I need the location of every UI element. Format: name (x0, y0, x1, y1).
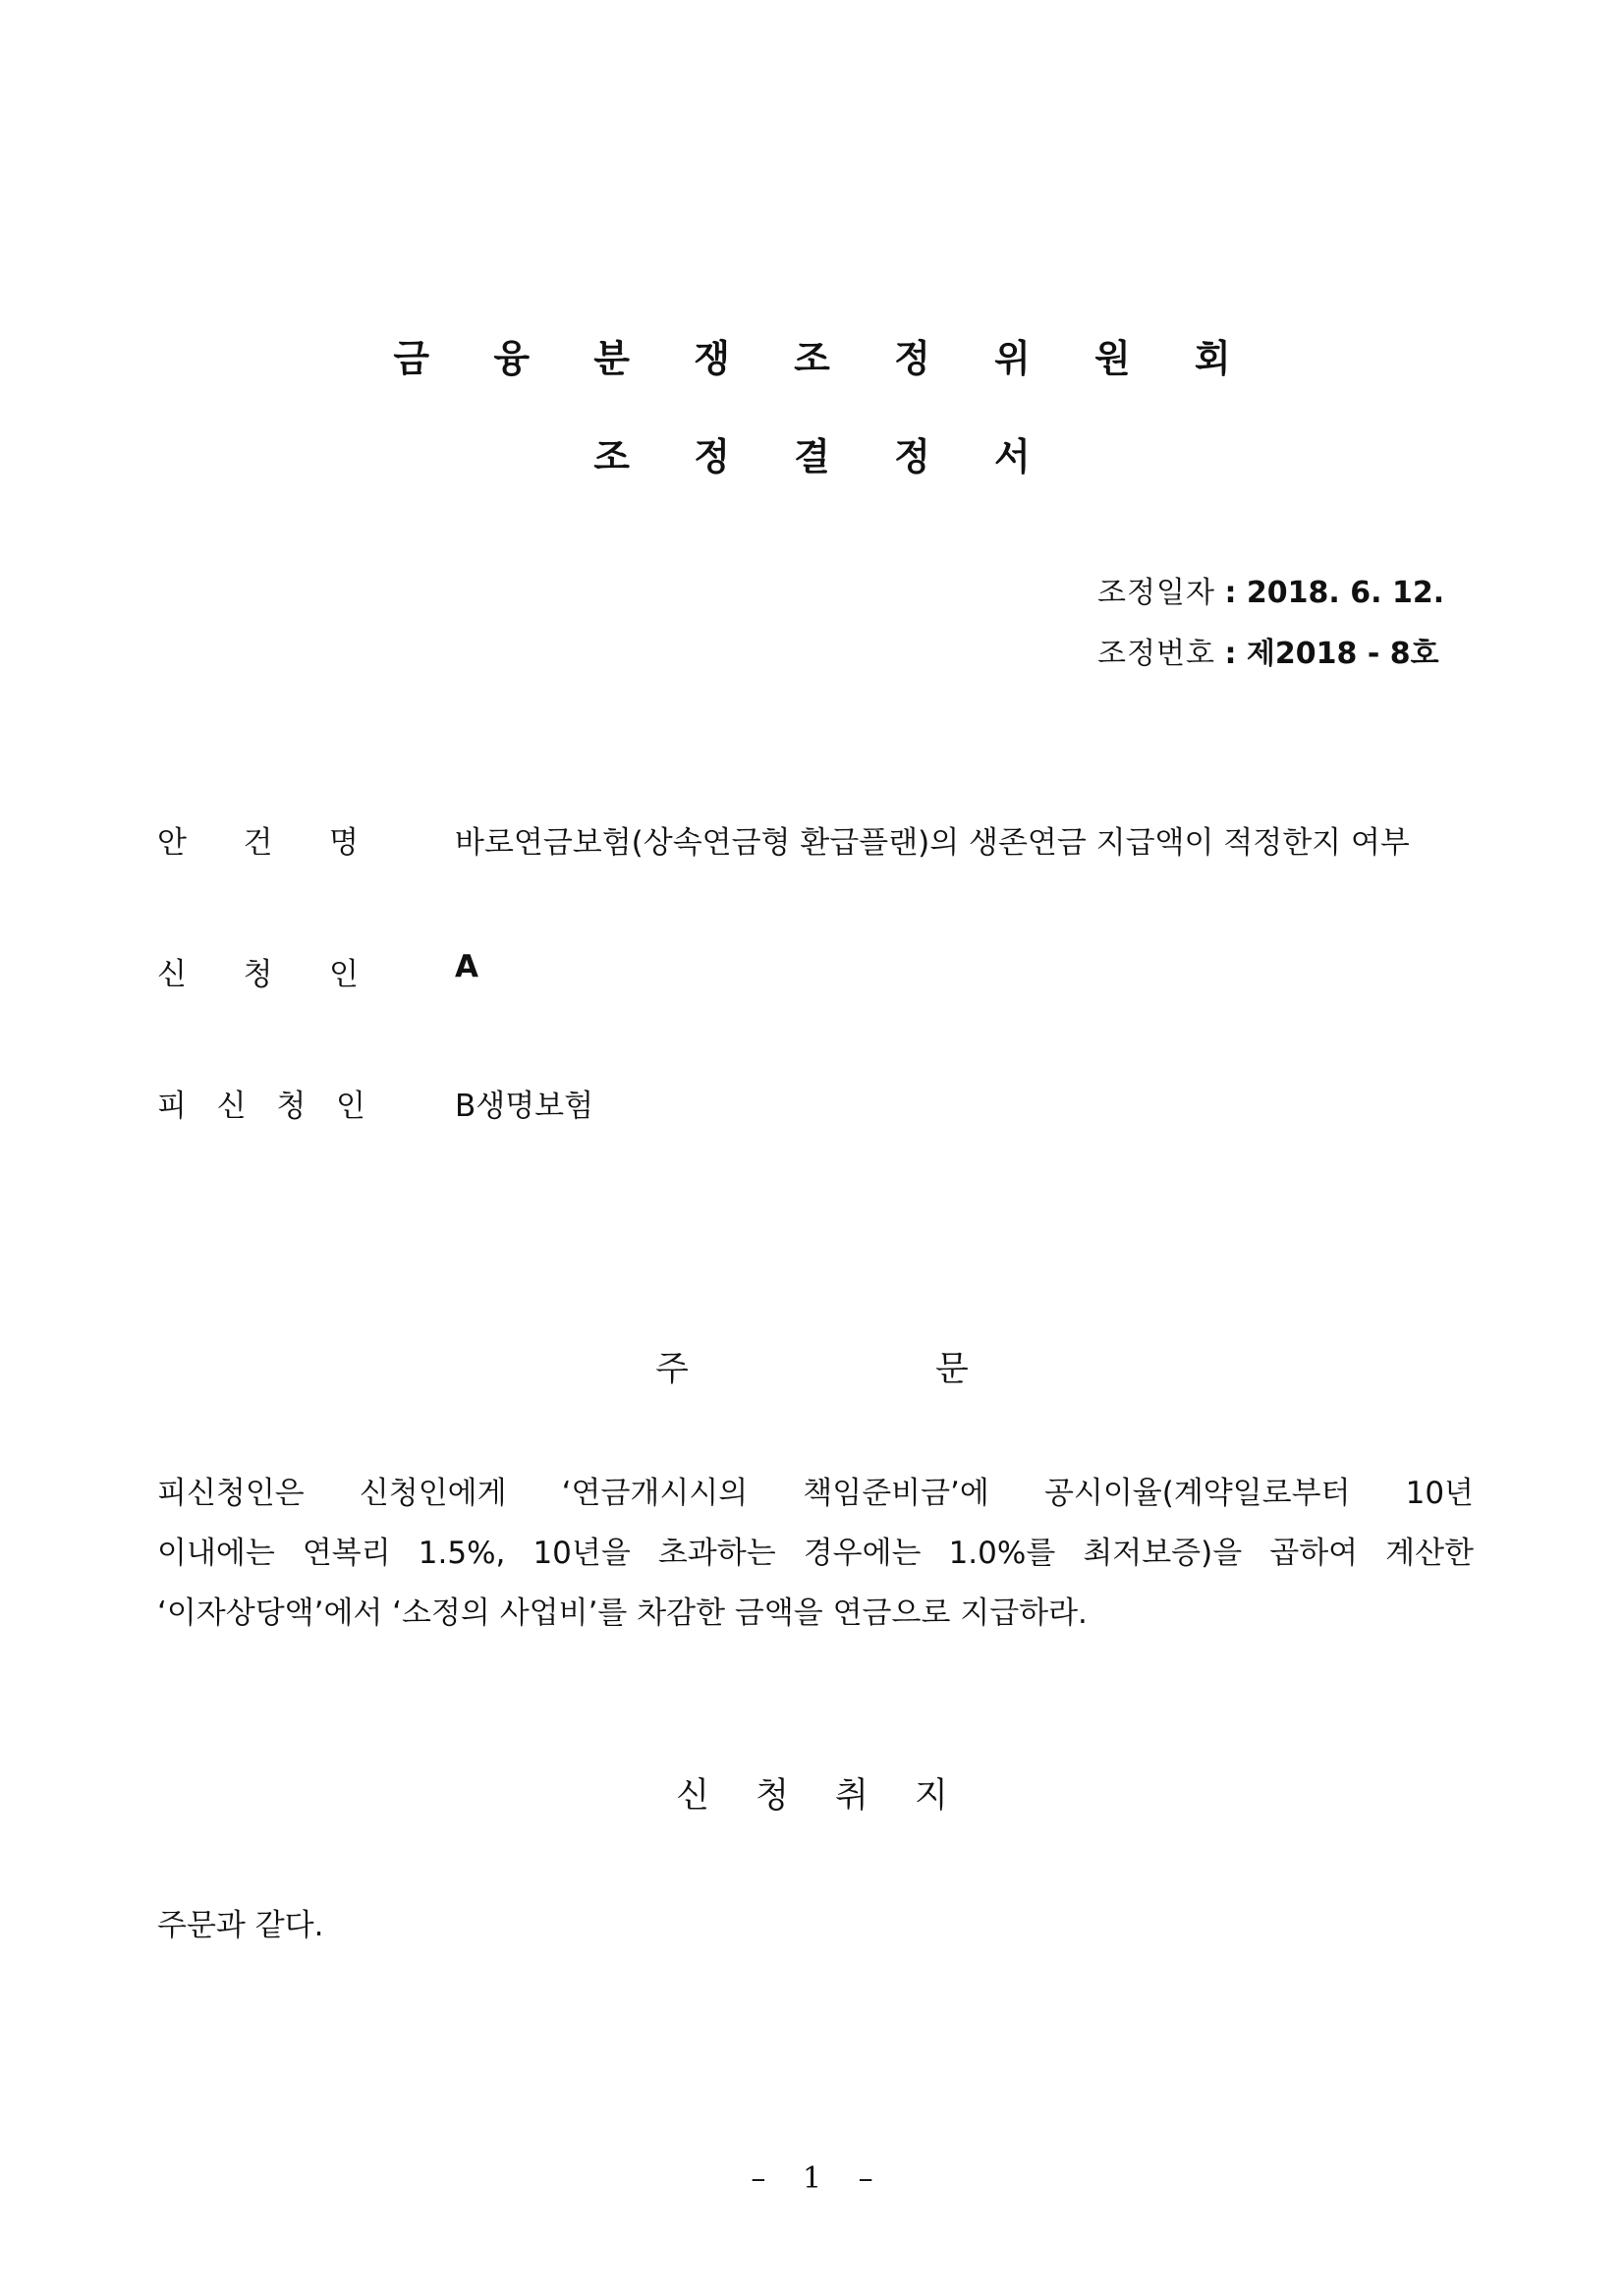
mediation-number-row (1097, 629, 1439, 672)
order-line: 피신청인은 신청인에게 ‘연금개시시의 책임준비금’에 공시이율(계약일로부터 10년 (157, 1476, 1474, 1511)
mediation-number-label: 조정번호 (1097, 637, 1215, 671)
organization-title: 금 융 분 쟁 조 정 위 원 회 (393, 336, 1257, 380)
order-line: 이내에는 연복리 1.5%, 10년을 초과하는 경우에는 1.0%를 최저보증)을 곱하여 계산한 (157, 1536, 1474, 1571)
applicant-label: 신 청 인 (157, 957, 359, 992)
mediation-number-value: : 제2018 - 8호 (1224, 637, 1439, 671)
claim-heading: 신 청 취 지 (676, 1776, 966, 1816)
document-title: 조 정 결 정 서 (593, 434, 1056, 478)
case-subject-label: 안 건 명 (157, 825, 359, 861)
page-number: – 1 – (751, 2161, 887, 2196)
respondent-label: 피 신 청 인 (157, 1089, 365, 1124)
mediation-date-label: 조정일자 (1097, 576, 1215, 610)
order-line: ‘이자상당액’에서 ‘소정의 사업비’를 차감한 금액을 연금으로 지급하라. (157, 1596, 1088, 1631)
claim-text: 주문과 같다. (157, 1908, 324, 1943)
order-text (157, 1464, 1474, 1644)
applicant-value: A (455, 949, 478, 984)
mediation-date-value: : 2018. 6. 12. (1224, 576, 1445, 610)
order-heading: 주 문 (655, 1350, 1087, 1389)
mediation-date-row (1097, 568, 1444, 611)
respondent-value: B생명보험 (455, 1089, 594, 1124)
case-subject-value: 바로연금보험(상속연금형 환급플랜)의 생존연금 지급액이 적정한지 여부 (455, 825, 1410, 861)
